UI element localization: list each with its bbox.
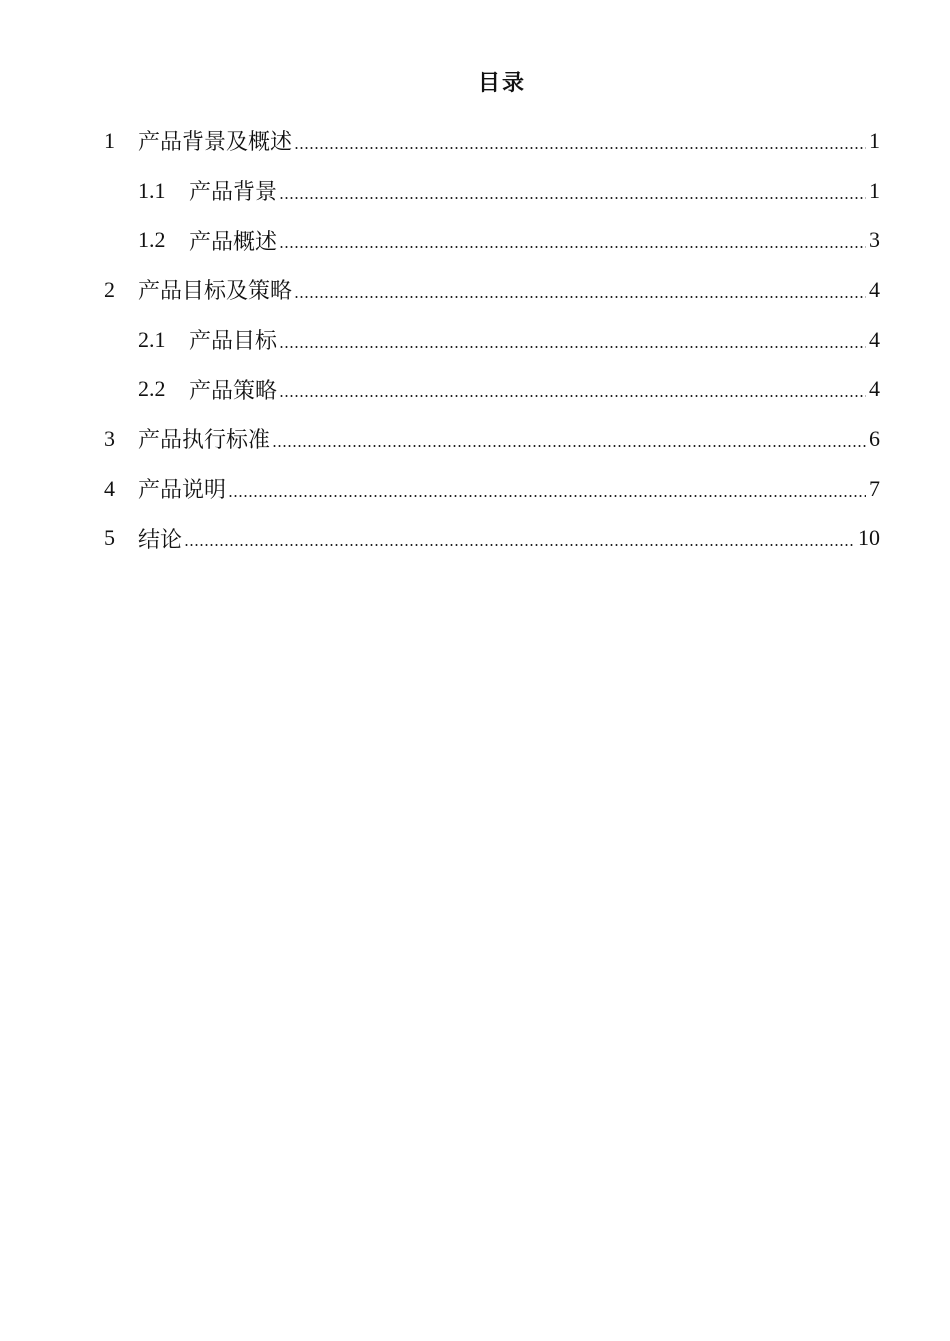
toc-entry-page: 1 [869,177,880,203]
dot-leader [279,229,866,251]
toc-entry-page: 4 [869,376,880,402]
toc-entry-page: 4 [869,326,880,352]
toc-entry-number: 2.2 [138,376,166,402]
toc-entry-page: 3 [869,227,880,253]
toc-entry-page: 10 [858,525,880,551]
toc-entry-text: 产品说明 [138,478,227,504]
toc-entry-text: 产品概述 [189,229,278,255]
table-of-contents [104,116,880,563]
dot-leader [228,478,866,500]
toc-entry[interactable] [104,215,880,265]
dot-leader [294,279,866,301]
toc-entry-text: 产品执行标准 [138,428,271,454]
dot-leader [184,527,855,549]
dot-leader [279,378,866,400]
toc-entry-page: 7 [869,475,880,501]
toc-entry-number: 1 [104,127,115,153]
toc-entry-text: 产品目标及策略 [138,279,293,305]
toc-entry-text: 产品目标 [189,329,278,355]
toc-entry-page: 1 [869,127,880,153]
toc-entry-text: 结论 [138,527,183,553]
toc-entry-number: 2.1 [138,326,166,352]
toc-entry-number: 1.2 [138,227,166,253]
dot-leader [279,180,866,202]
toc-entry[interactable] [104,514,880,564]
toc-entry[interactable] [104,166,880,216]
toc-entry-number: 3 [104,425,115,451]
toc-entry[interactable] [104,315,880,365]
toc-entry-page: 6 [869,425,880,451]
toc-entry[interactable] [104,464,880,514]
dot-leader [279,329,866,351]
dot-leader [294,130,866,152]
toc-entry[interactable] [104,116,880,166]
toc-entry[interactable] [104,414,880,464]
dot-leader [272,428,866,450]
toc-entry-page: 4 [869,276,880,302]
toc-title: 目录 [477,71,526,96]
toc-entry-number: 5 [104,525,115,551]
toc-entry-number: 2 [104,276,115,302]
toc-entry-text: 产品背景 [189,180,278,206]
toc-entry-text: 产品策略 [189,378,278,404]
toc-entry-number: 1.1 [138,177,166,203]
toc-entry[interactable] [104,364,880,414]
toc-entry-text: 产品背景及概述 [138,130,293,156]
toc-entry[interactable] [104,265,880,315]
toc-entry-number: 4 [104,475,115,501]
